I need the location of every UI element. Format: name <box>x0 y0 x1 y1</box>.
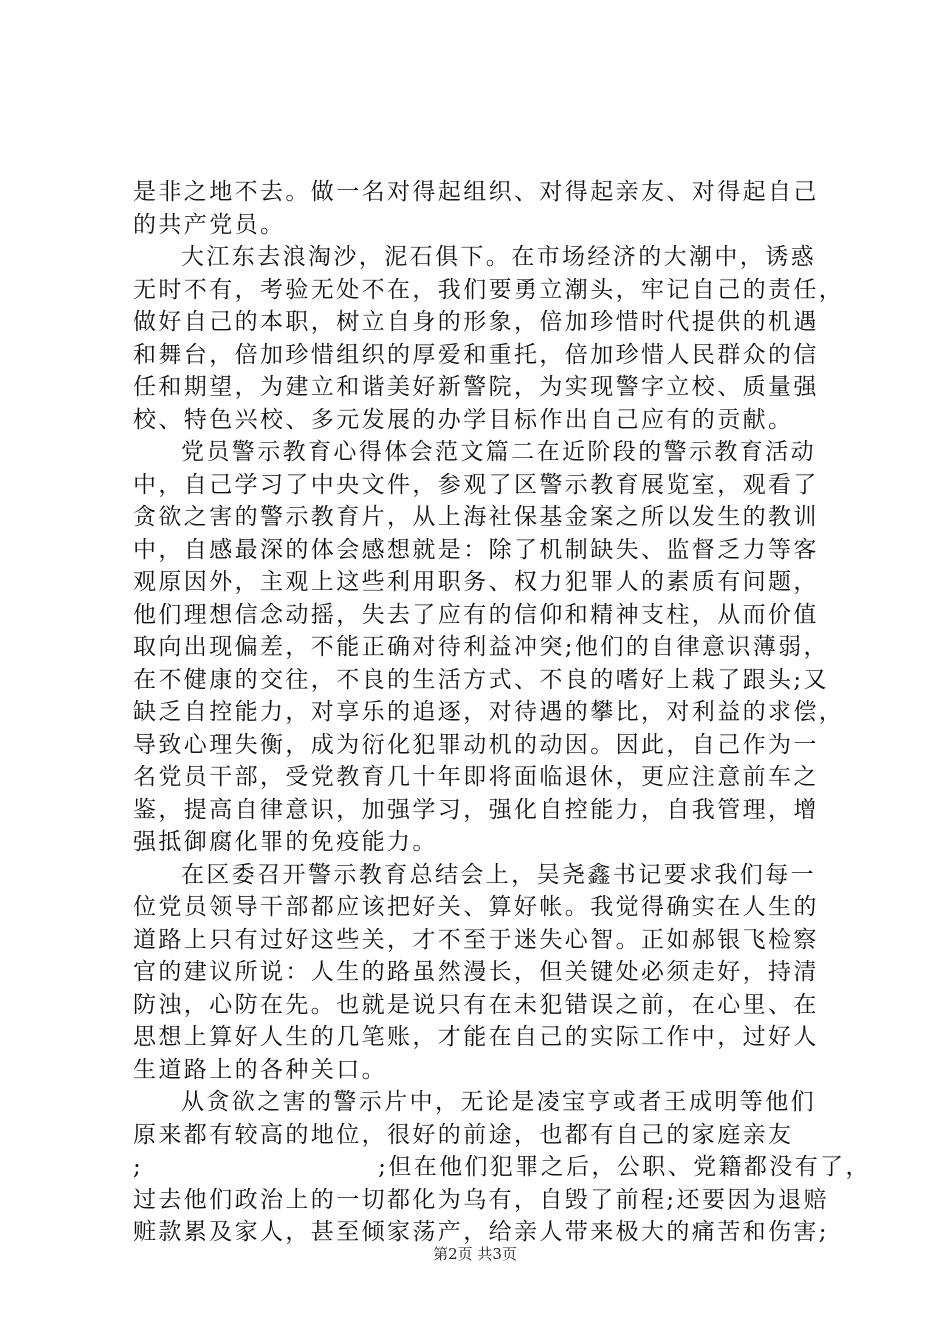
paragraph-start: 党员警示教育心得体会范文篇二在近阶段的警示教育活动 <box>181 439 816 465</box>
text-line: 任和期望，为建立和谐美好新警院，为实现警字立校、质量强 <box>133 374 819 400</box>
text-line: 道路上只有过好这些关，才不至于迷失心智。正如郝银飞检察 <box>133 926 819 953</box>
text-line: 取向出现偏差，不能正确对待利益冲突;他们的自律意识薄弱， <box>133 634 829 660</box>
text-line: 思想上算好人生的几笔账，才能在自己的实际工作中，过好人 <box>133 1024 819 1050</box>
text-line: 缺乏自控能力，对享乐的追逐，对待遇的攀比，对利益的求偿， <box>133 699 845 725</box>
document-body <box>133 176 871 1249</box>
text-line: 和舞台，倍加珍惜组织的厚爱和重托，倍加珍惜人民群众的信 <box>133 341 819 368</box>
text-line: 官的建议所说：人生的路虽然漫长，但关键处必须走好，持清 <box>133 959 819 985</box>
text-line: 无时不有，考验无处不在，我们要勇立潮头，牢记自己的责任， <box>133 276 845 303</box>
text-fragment: ; <box>133 1154 144 1180</box>
text-line: 赃款累及家人，甚至倾家荡产，给亲人带来极大的痛苦和伤害; <box>133 1219 829 1245</box>
text-line: 强抵御腐化罪的免疫能力。 <box>133 829 438 855</box>
text-line: 做好自己的本职，树立自身的形象，倍加珍惜时代提供的机遇 <box>133 309 819 335</box>
text-line: 位党员领导干部都应该把好关、算好帐。我觉得确实在人生的 <box>133 894 819 920</box>
text-line: 名党员干部，受党教育几十年即将面临退休，更应注意前车之 <box>133 764 819 790</box>
text-line: 观原因外，主观上这些利用职务、权力犯罪人的素质有问题， <box>133 569 819 595</box>
text-line: 中，自己学习了中央文件，参观了区警示教育展览室，观看了 <box>133 471 819 498</box>
text-line: 防浊，心防在先。也就是说只有在未犯错误之前，在心里、在 <box>133 991 819 1018</box>
text-line: 中，自感最深的体会感想就是：除了机制缺失、监督乏力等客 <box>133 536 819 563</box>
page-footer: 第2页 共3页 <box>433 1245 517 1263</box>
text-line: 导致心理失衡，成为衍化犯罪动机的动因。因此，自己作为一 <box>133 731 819 758</box>
paragraph-start: 在区委召开警示教育总结会上，吴尧鑫书记要求我们每一 <box>181 861 816 888</box>
text-line: 贪欲之害的警示教育片，从上海社保基金案之所以发生的教训 <box>133 504 819 530</box>
text-line: 的共产党员。 <box>133 211 286 238</box>
text-line-with-gap <box>133 1151 871 1184</box>
text-line: 他们理想信念动摇，失去了应有的信仰和精神支柱，从而价值 <box>133 601 819 628</box>
text-line: 是非之地不去。做一名对得起组织、对得起亲友、对得起自己 <box>133 179 819 205</box>
text-line: 过去他们政治上的一切都化为乌有，自毁了前程;还要因为退赔 <box>133 1186 829 1213</box>
text-line: 在不健康的交往，不良的生活方式、不良的嗜好上栽了跟头;又 <box>133 666 829 693</box>
paragraph-start: 大江东去浪淘沙，泥石俱下。在市场经济的大潮中，诱惑 <box>181 244 816 270</box>
text-line: 校、特色兴校、多元发展的办学目标作出自己应有的贡献。 <box>133 406 794 433</box>
paragraph-start: 从贪欲之害的警示片中，无论是凌宝亨或者王成明等他们 <box>181 1089 816 1115</box>
text-line: 原来都有较高的地位，很好的前途，也都有自己的家庭亲友 <box>133 1121 794 1148</box>
text-fragment: ;但在他们犯罪之后，公职、党籍都没有了， <box>378 1154 871 1180</box>
text-line: 鉴，提高自律意识，加强学习，强化自控能力，自我管理，增 <box>133 796 819 823</box>
text-line: 生道路上的各种关口。 <box>133 1056 387 1083</box>
